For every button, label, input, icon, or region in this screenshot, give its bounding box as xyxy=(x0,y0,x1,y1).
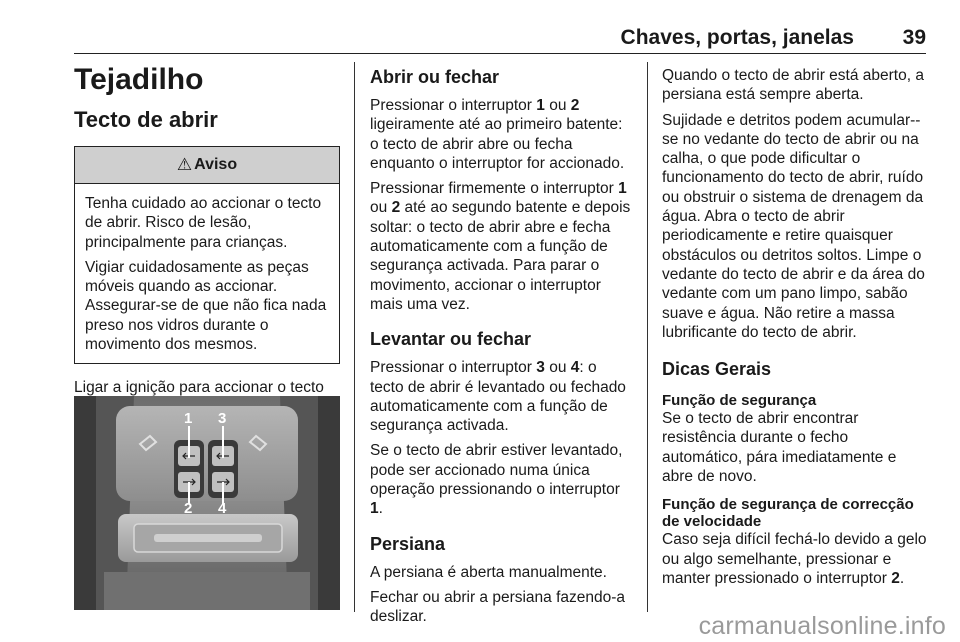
levantar-paragraph-1: Pressionar o interruptor 3 ou 4: o tecto de abrir é levantado ou fechado automaticamente com a função de segurança activada. xyxy=(370,359,626,435)
dicas-heading: Dicas Gerais xyxy=(662,359,772,380)
subsection-heading: Tecto de abrir xyxy=(74,107,218,132)
persiana-note: Quando o tecto de abrir está aberto, a persiana está sempre aberta. xyxy=(662,67,924,104)
speed-safety-heading: Função de segurança de correcção de velocidade xyxy=(662,496,914,531)
sunroof-switch-photo xyxy=(74,396,340,610)
column-divider-2 xyxy=(647,62,648,612)
chapter-title: Chaves, portas, janelas xyxy=(620,26,854,49)
page-header xyxy=(74,24,926,54)
persiana-heading: Persiana xyxy=(370,533,446,554)
warning-header xyxy=(75,147,339,184)
column-3 xyxy=(662,62,928,588)
warning-body xyxy=(75,184,339,363)
section-heading: Tejadilho xyxy=(74,63,204,96)
column-divider-1 xyxy=(354,62,355,612)
persiana-paragraph-1: A persiana é aberta manualmente. xyxy=(370,563,607,581)
switch-label-4: 4 xyxy=(218,500,227,517)
switch-illustration xyxy=(74,396,340,610)
warning-title: Aviso xyxy=(194,156,238,173)
switch-label-2: 2 xyxy=(184,500,193,517)
column-2 xyxy=(370,62,632,627)
warning-text-2: Vigiar cuidadosamente as peças móveis quando as accionar. Assegurar-se de que não fica nada preso nos vidros durante o movimento dos mesmos. xyxy=(85,258,327,354)
warning-text-1: Tenha cuidado ao accionar o tecto de abrir. Risco de lesão, principalmente para crianças. xyxy=(85,195,322,251)
ignition-text: Ligar a ignição para accionar o tecto xyxy=(74,379,324,397)
levantar-paragraph-2: Se o tecto de abrir estiver levantado, pode ser accionado numa única operação pressionando o interruptor 1. xyxy=(370,442,623,518)
abrir-paragraph-1: Pressionar o interruptor 1 ou 2 ligeiramente até ao primeiro batente: o tecto de abrir abre ou fecha enquanto o interruptor for accionado. xyxy=(370,97,625,172)
levantar-heading: Levantar ou fechar xyxy=(370,329,532,350)
warning-triangle-icon: ⚠ xyxy=(176,155,193,174)
persiana-paragraph-2: Fechar ou abrir a persiana fazendo-a deslizar. xyxy=(370,588,626,626)
safety-function-heading: Função de segurança xyxy=(662,392,817,410)
abrir-heading: Abrir ou fechar xyxy=(370,67,500,87)
maintenance-paragraph: Sujidade e detritos podem acumular--se no vedante do tecto de abrir ou na calha, o que pode dificultar o funcionamento do tecto de abrir, ruído ou obstruir o sistema de drenagem da água. Abra o tecto de abrir periodicamente e retire quaisquer obstáculos ou detritos soltos. Limpe o vedante do tecto de abrir e da área do vedante com um pano limpo, sabão suave e água. Não retire a massa lubrificante do tecto de abrir. xyxy=(662,111,925,341)
safety-function-text: Se o tecto de abrir encontrar resistência durante o fecho automático, pára imediatamente e abre de novo. xyxy=(662,410,897,486)
abrir-paragraph-2: Pressionar firmemente o interruptor 1 ou 2 até ao segundo batente e depois soltar: o tecto de abrir abre e fecha automaticamente com a função de segurança activada. Para parar o movimento, accionar o interruptor mais uma vez. xyxy=(370,180,631,313)
column-1 xyxy=(74,62,340,417)
switch-label-1: 1 xyxy=(184,410,193,427)
speed-safety-text: Caso seja difícil fechá-lo devido a gelo ou algo semelhante, pressionar e manter pressionado o interruptor 2. xyxy=(662,531,927,587)
switch-label-3: 3 xyxy=(218,410,227,427)
watermark: carmanualsonline.info xyxy=(698,612,946,640)
warning-box xyxy=(74,146,340,364)
page-number: 39 xyxy=(902,26,926,49)
